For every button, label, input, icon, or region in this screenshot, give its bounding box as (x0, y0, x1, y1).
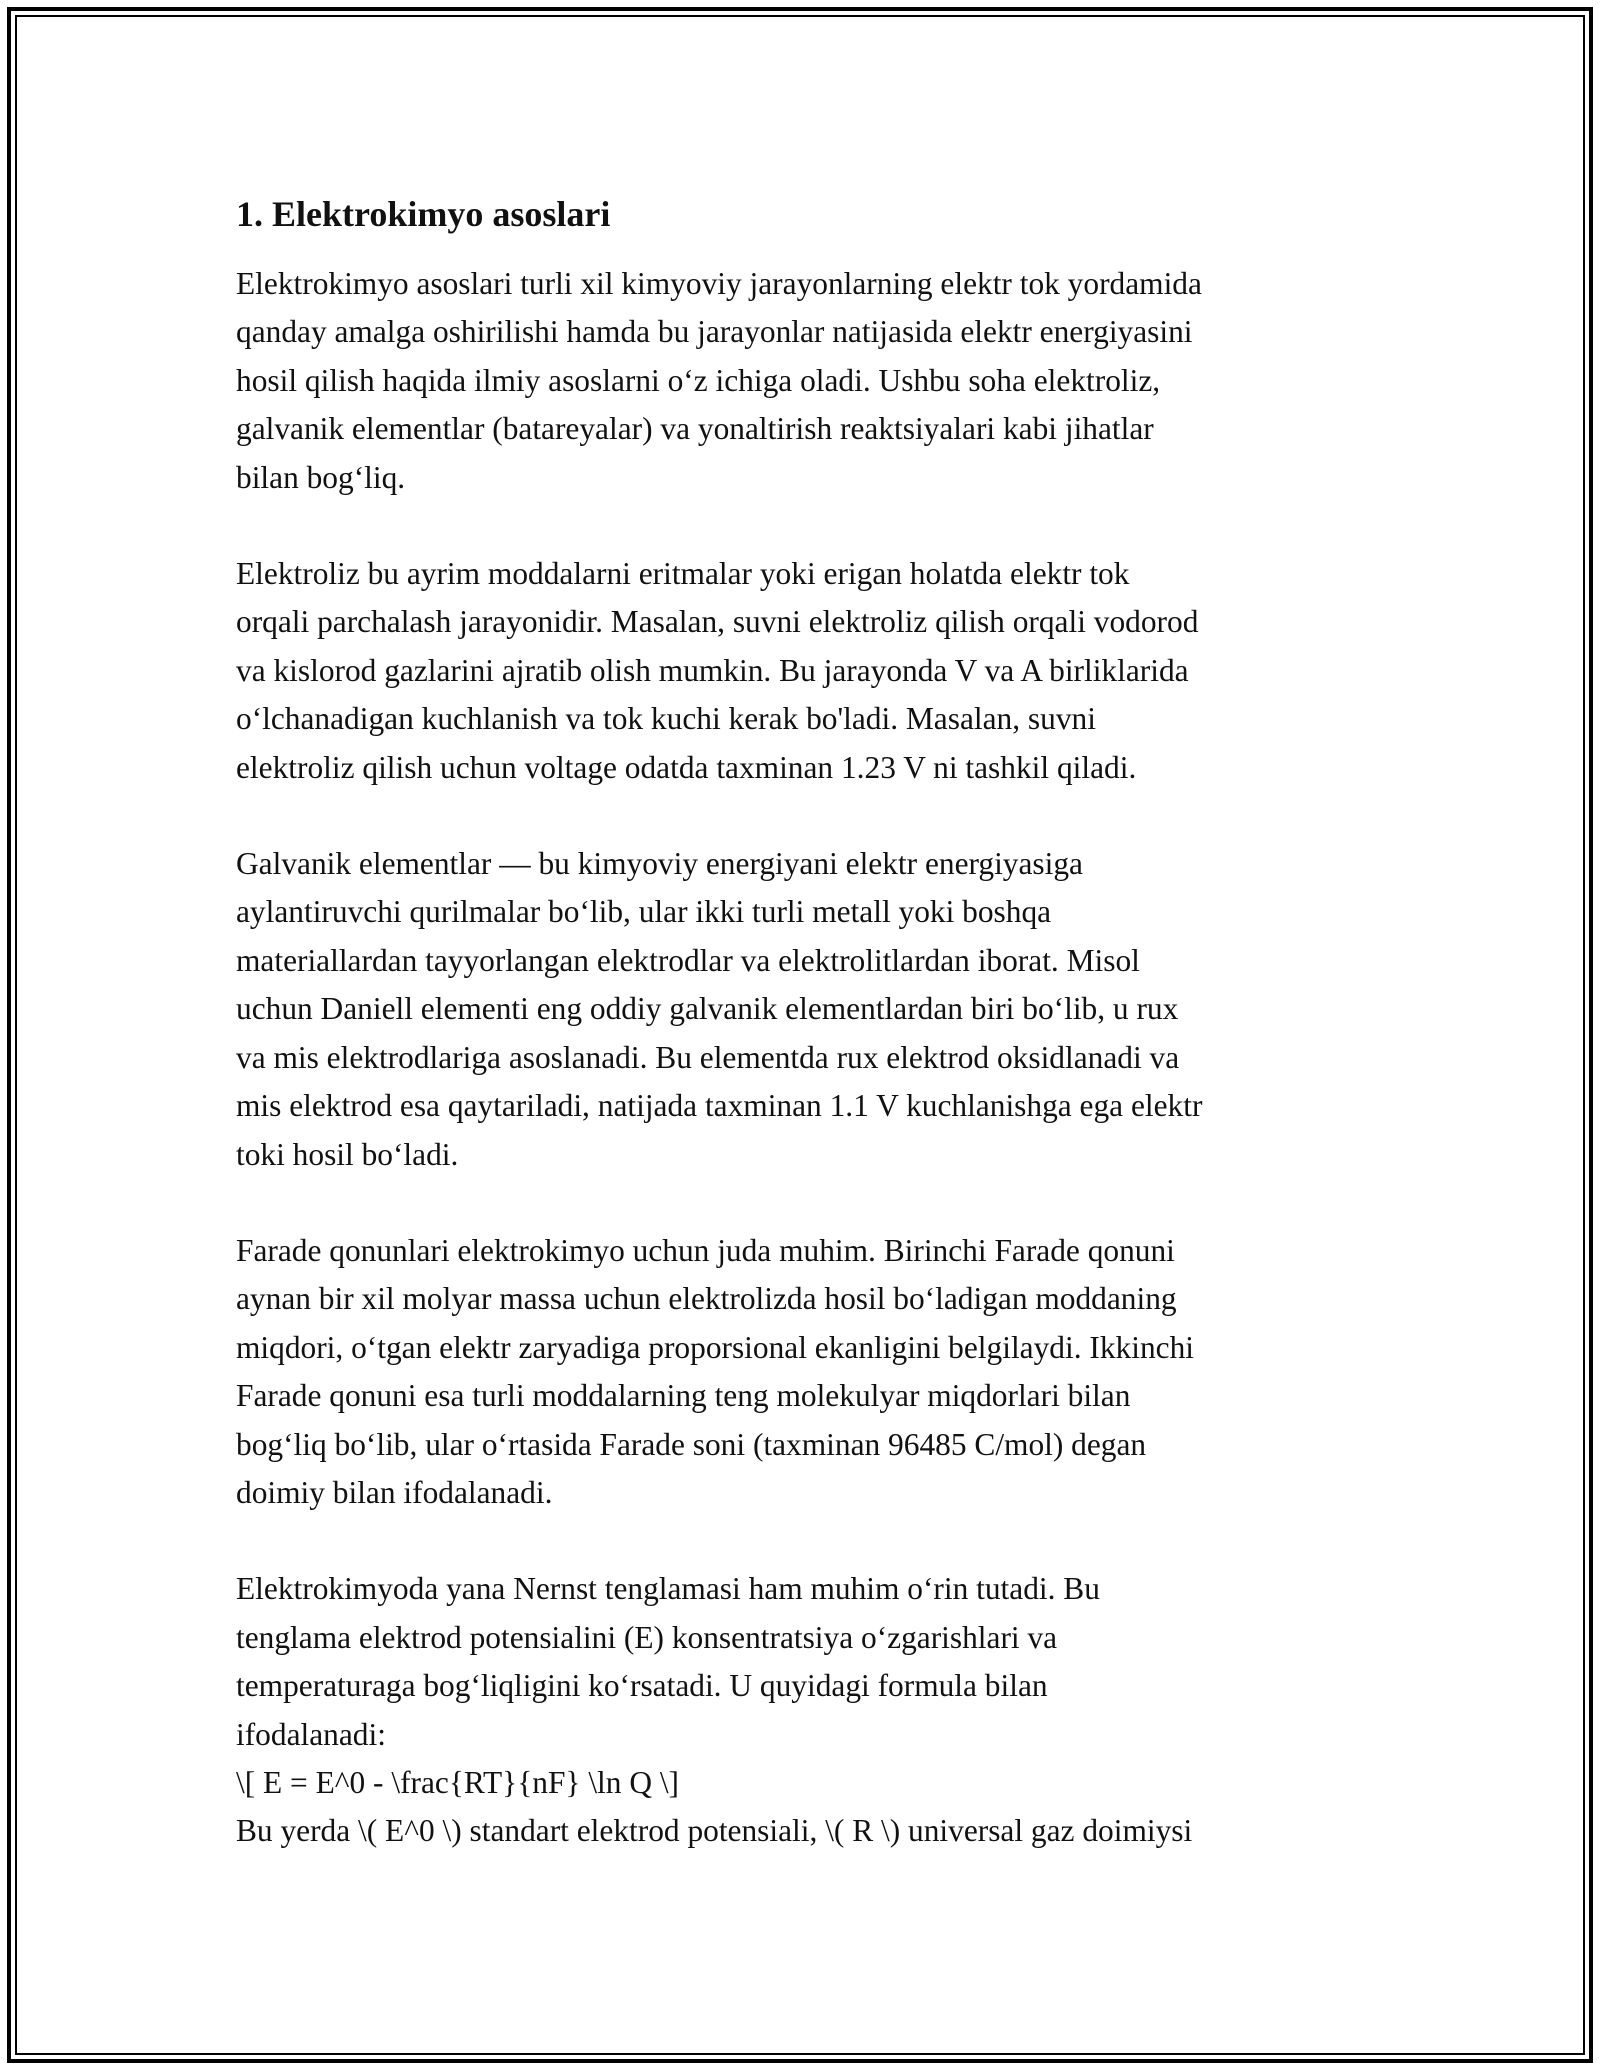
paragraph-galvanic-elements (236, 840, 1371, 1179)
text-line: toki hosil bo‘ladi. (236, 1136, 459, 1172)
text-line: Bu yerda \( E^0 \) standart elektrod potensiali, \( R \) universal gaz doimiysi (236, 1813, 1193, 1849)
text-line: va mis elektrodlariga asoslanadi. Bu elementda rux elektrod oksidlanadi va (236, 1039, 1180, 1075)
text-line: temperaturaga bog‘liqligini ko‘rsatadi. U quyidagi formula bilan (236, 1668, 1048, 1704)
text-line: elektroliz qilish uchun voltage odatda taxminan 1.23 V ni tashkil qiladi. (236, 749, 1137, 785)
text-line: ifodalanadi: (236, 1716, 386, 1752)
text-line: Farade qonunlari elektrokimyo uchun juda muhim. Birinchi Farade qonuni (236, 1232, 1175, 1268)
text-line: doimiy bilan ifodalanadi. (236, 1474, 553, 1510)
text-line: Elektrokimyoda yana Nernst tenglamasi ham muhim o‘rin tutadi. Bu (236, 1571, 1100, 1607)
section-heading: 1. Elektrokimyo asoslari (236, 194, 611, 234)
text-line: mis elektrod esa qaytariladi, natijada taxminan 1.1 V kuchlanishga ega elektr (236, 1088, 1203, 1124)
text-line: miqdori, o‘tgan elektr zaryadiga proporsional ekanligini belgilaydi. Ikkinchi (236, 1329, 1195, 1365)
text-line: bilan bog‘liq. (236, 459, 406, 495)
text-line: qanday amalga oshirilishi hamda bu jarayonlar natijasida elektr energiyasini (236, 314, 1193, 350)
text-line: tenglama elektrod potensialini (E) konsentratsiya o‘zgarishlari va (236, 1619, 1058, 1655)
formula-line: \[ E = E^0 - \frac{RT}{nF} \ln Q \] (236, 1764, 680, 1800)
text-line: orqali parchalash jarayonidir. Masalan, suvni elektroliz qilish orqali vodorod (236, 604, 1199, 640)
paragraph-nernst-equation (236, 1565, 1371, 1855)
text-line: uchun Daniell elementi eng oddiy galvanik elementlardan biri bo‘lib, u rux (236, 991, 1179, 1027)
text-line: Elektrokimyo asoslari turli xil kimyoviy jarayonlarning elektr tok yordamida (236, 266, 1202, 301)
text-line: va kislorod gazlarini ajratib olish mumkin. Bu jarayonda V va A birliklarida (236, 652, 1189, 688)
text-line: Farade qonuni esa turli moddalarning teng molekulyar miqdorlari bilan (236, 1378, 1131, 1414)
text-line: o‘lchanadigan kuchlanish va tok kuchi kerak bo'ladi. Masalan, suvni (236, 701, 1096, 737)
document-body (236, 188, 1371, 1904)
paragraph-faraday-laws (236, 1227, 1371, 1517)
text-line: materiallardan tayyorlangan elektrodlar va elektrolitlardan iborat. Misol (236, 942, 1140, 978)
text-line: hosil qilish haqida ilmiy asoslarni o‘z ichiga oladi. Ushbu soha elektroliz, (236, 362, 1161, 398)
paragraph-electrochemistry-basics (236, 260, 1371, 502)
text-line: galvanik elementlar (batareyalar) va yonaltirish reaktsiyalari kabi jihatlar (236, 411, 1154, 447)
text-line: Elektroliz bu ayrim moddalarni eritmalar yoki erigan holatda elektr tok (236, 556, 1130, 592)
text-line: aynan bir xil molyar massa uchun elektrolizda hosil bo‘ladigan moddaning (236, 1281, 1177, 1317)
text-line: bog‘liq bo‘lib, ular o‘rtasida Farade soni (taxminan 96485 C/mol) degan (236, 1426, 1147, 1462)
text-line: aylantiruvchi qurilmalar bo‘lib, ular ikki turli metall yoki boshqa (236, 894, 1052, 930)
text-line: Galvanik elementlar — bu kimyoviy energiyani elektr energiyasiga (236, 846, 1083, 882)
paragraph-electrolysis (236, 550, 1371, 792)
